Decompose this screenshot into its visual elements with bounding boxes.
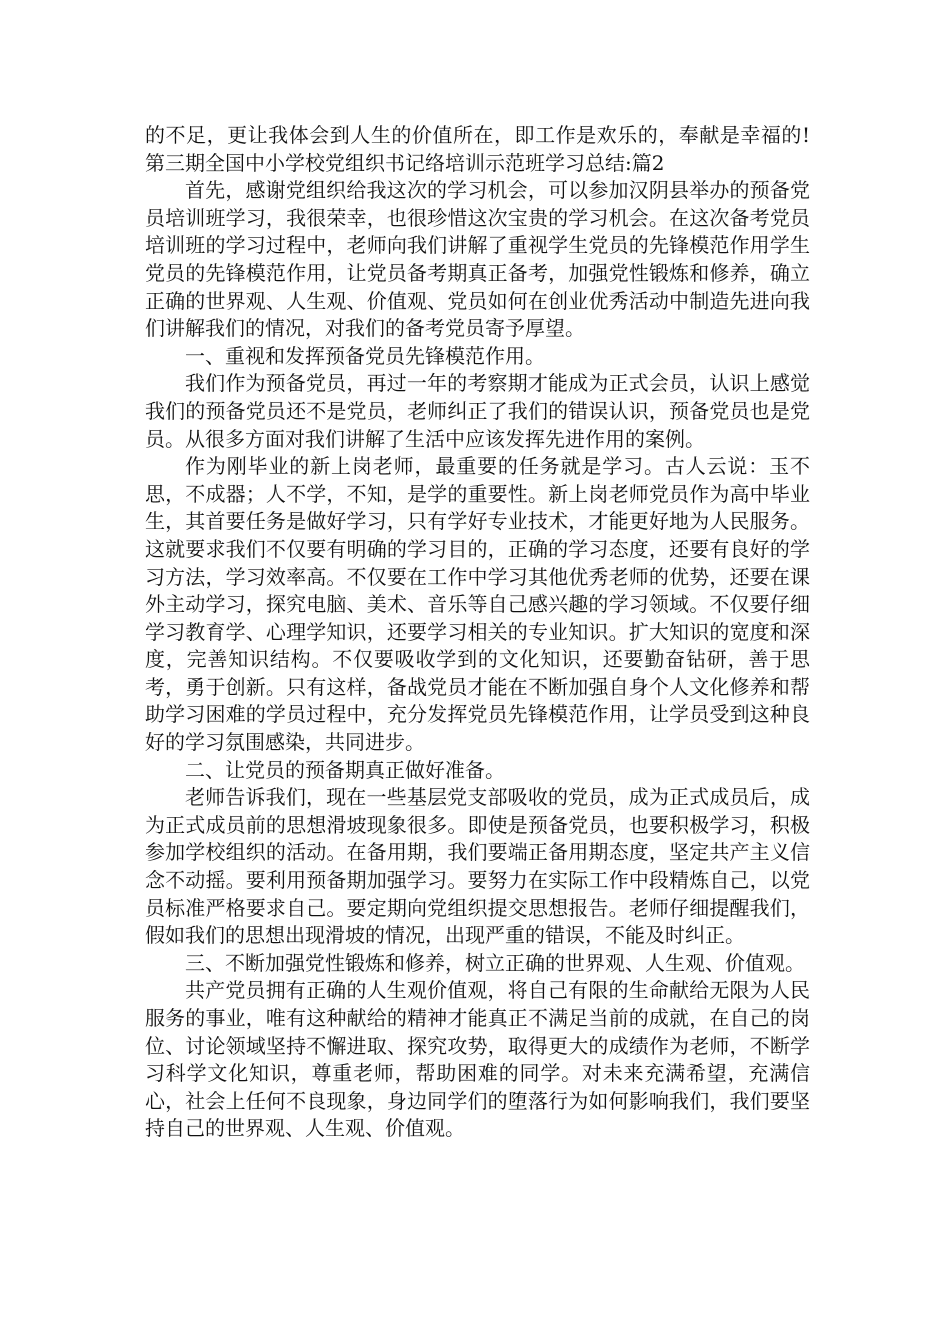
section-heading-1: 一、重视和发挥预备党员先锋模范作用。 <box>185 343 545 368</box>
paragraph-continuation: 的不足，更让我体会到人生的价值所在，即工作是欢乐的，奉献是幸福的!第三期全国中小学校党组织书记络培训示范班学习总结:篇2 <box>145 123 810 175</box>
section-heading-3: 三、不断加强党性锻炼和修养，树立正确的世界观、人生观、价值观。 <box>185 950 805 975</box>
paragraph-section-1b: 作为刚毕业的新上岗老师，最重要的任务就是学习。古人云说：玉不思，不成器；人不学，不知，是学的重要性。新上岗老师党员作为高中毕业生，其首要任务是做好学习，只有学好专业技术，才能更好地为人民服务。这就要求我们不仅要有明确的学习目的，正确的学习态度，还要有良好的学习方法，学习效率高。不仅要在工作中学习其他优秀老师的优势，还要在课外主动学习，探究电脑、美术、音乐等自己感兴趣的学习领域。不仅要仔细学习教育学、心理学知识，还要学习相关的专业知识。扩大知识的宽度和深度，完善知识结构。不仅要吸收学到的文化知识，还要勤奋钻研，善于思考，勇于创新。只有这样，备战党员才能在不断加强自身个人文化修养和帮助学习困难的学员过程中，充分发挥党员先锋模范作用，让学员受到这种良好的学习氛围感染，共同进步。 <box>145 454 810 755</box>
document-body <box>145 122 810 1143</box>
section-heading-2: 二、让党员的预备期真正做好准备。 <box>185 757 505 782</box>
paragraph-section-3: 共产党员拥有正确的人生观价值观，将自己有限的生命献给无限为人民服务的事业，唯有这种献给的精神才能真正不满足当前的成就，在自己的岗位、讨论领域坚持不懈进取、探究攻势，取得更大的成绩作为老师，不断学习科学文化知识，尊重老师，帮助困难的同学。对未来充满希望，充满信心，社会上任何不良现象，身边同学们的堕落行为如何影响我们，我们要坚持自己的世界观、人生观、价值观。 <box>145 978 810 1141</box>
paragraph-intro: 首先，感谢党组织给我这次的学习机会，可以参加汉阴县举办的预备党员培训班学习，我很荣幸，也很珍惜这次宝贵的学习机会。在这次备考党员培训班的学习过程中，老师向我们讲解了重视学生党员的先锋模范作用学生党员的先锋模范作用，让党员备考期真正备考，加强党性锻炼和修养，确立正确的世界观、人生观、价值观、党员如何在创业优秀活动中制造先进向我们讲解我们的情况，对我们的备考党员寄予厚望。 <box>145 178 810 341</box>
paragraph-section-2: 老师告诉我们，现在一些基层党支部吸收的党员，成为正式成员后，成为正式成员前的思想滑坡现象很多。即使是预备党员，也要积极学习，积极参加学校组织的活动。在备用期，我们要端正备用期态度，坚定共产主义信念不动摇。要利用预备期加强学习。要努力在实际工作中段精炼自己，以党员标准严格要求自己。要定期向党组织提交思想报告。老师仔细提醒我们，假如我们的思想出现滑坡的情况，出现严重的错误，不能及时纠正。 <box>145 785 810 948</box>
paragraph-section-1a: 我们作为预备党员，再过一年的考察期才能成为正式会员，认识上感觉我们的预备党员还不是党员，老师纠正了我们的错误认识，预备党员也是党员。从很多方面对我们讲解了生活中应该发挥先进作用的案例。 <box>145 371 810 451</box>
